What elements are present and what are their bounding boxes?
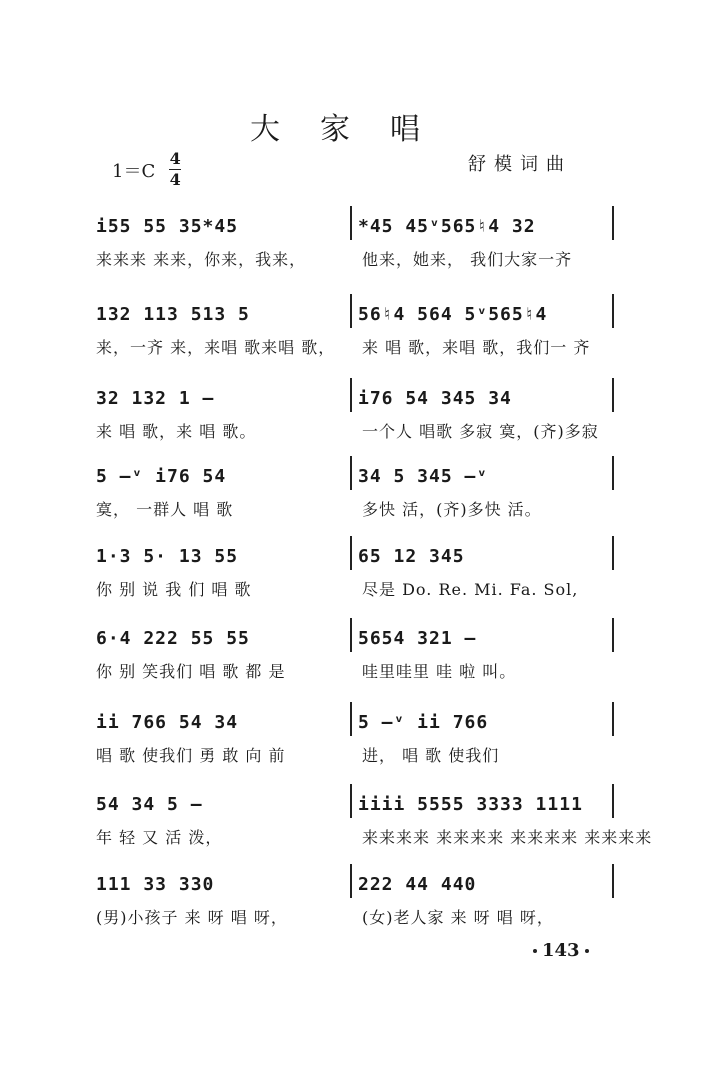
music-system: [96, 462, 616, 522]
music-system: [96, 790, 653, 850]
lyrics-row: [96, 336, 616, 360]
time-top: 4: [169, 149, 181, 168]
lyric-line: 寞， 一群人 唱 歌: [96, 500, 234, 519]
notation-row: [96, 384, 616, 414]
lyric-line: 年 轻 又 活 泼，: [96, 828, 223, 847]
barline: [612, 378, 614, 412]
lyrics-row: [96, 906, 616, 930]
notation-row: [96, 212, 616, 242]
barline: [350, 864, 352, 898]
lyric-line: 进， 唱 歌 使我们: [362, 746, 500, 765]
page-number: [528, 940, 594, 961]
barline: [612, 702, 614, 736]
notation-row: [96, 624, 616, 654]
notation-row: [96, 790, 616, 820]
measure: iiii 5555 3333 1111: [358, 794, 583, 815]
lyric-line: 哇里哇里 哇 啦 叫。: [362, 662, 517, 681]
barline: [612, 456, 614, 490]
lyric-line: 尽是 Do. Re. Mi. Fa. Sol,: [362, 580, 579, 599]
music-system: [96, 542, 616, 602]
lyrics-row: [96, 578, 616, 602]
measure: i76 54 345 34: [358, 388, 512, 409]
lyrics-row: [96, 248, 616, 272]
barline: [350, 618, 352, 652]
barline: [350, 294, 352, 328]
time-signature: [169, 150, 181, 189]
lyric-line: 一个人 唱歌 多寂 寞，(齐)多寂: [362, 422, 599, 441]
lyric-line: 唱 歌 使我们 勇 敢 向 前: [96, 746, 286, 765]
music-system: [96, 300, 616, 360]
key-signature: [112, 150, 181, 189]
lyric-line: 来 唱 歌，来 唱 歌。: [96, 422, 257, 441]
measure: 111 33 330: [96, 874, 215, 895]
notation-row: [96, 542, 616, 572]
barline: [350, 702, 352, 736]
lyric-line: (女)老人家 来 呀 唱 呀，: [362, 908, 554, 927]
notation-row: [96, 462, 616, 492]
measure: 54 34 5 —: [96, 794, 203, 815]
notation-row: [96, 300, 616, 330]
barline: [350, 456, 352, 490]
notation-row: [96, 870, 616, 900]
measure: 6·4 222 55 55: [96, 628, 250, 649]
page-number-value: 143: [542, 940, 580, 961]
music-system: [96, 708, 616, 768]
measure: 56♮4 564 5ᵛ565♮4: [358, 304, 548, 325]
measure: 5 —ᵛ ii 766: [358, 712, 489, 733]
lyrics-row: [96, 420, 616, 444]
barline: [612, 784, 614, 818]
barline: [612, 206, 614, 240]
barline: [612, 618, 614, 652]
author-credit: 舒模词曲: [468, 154, 572, 175]
barline: [612, 294, 614, 328]
time-bottom: 4: [169, 170, 181, 189]
measure: 5654 321 —: [358, 628, 477, 649]
lyrics-row: [96, 660, 616, 684]
lyric-line: 你 别 说 我 们 唱 歌: [96, 580, 252, 599]
music-system: [96, 870, 616, 930]
measure: *45 45ᵛ565♮4 32: [358, 216, 536, 237]
lyric-line: 多快 活，(齐)多快 活。: [362, 500, 542, 519]
dot-decoration: [533, 949, 537, 953]
measure: ii 766 54 34: [96, 712, 239, 733]
measure: 32 132 1 —: [96, 388, 215, 409]
measure: 5 —ᵛ i76 54: [96, 466, 227, 487]
lyrics-row: [96, 498, 616, 522]
notation-row: [96, 708, 616, 738]
barline: [350, 784, 352, 818]
barline: [350, 206, 352, 240]
dot-decoration: [585, 949, 589, 953]
measure: i55 55 35*45: [96, 216, 239, 237]
music-system: [96, 212, 616, 272]
barline: [612, 864, 614, 898]
barline: [350, 378, 352, 412]
lyric-line: 来来来来 来来来来 来来来来 来来来来: [362, 828, 653, 847]
measure: 1·3 5· 13 55: [96, 546, 239, 567]
measure: 65 12 345: [358, 546, 465, 567]
music-system: [96, 624, 616, 684]
lyric-line: 他来，她来， 我们大家一齐: [362, 250, 573, 269]
measure: 34 5 345 —ᵛ: [358, 466, 489, 487]
lyric-line: 你 别 笑我们 唱 歌 都 是: [96, 662, 286, 681]
music-system: [96, 384, 616, 444]
key-label: 1＝C: [112, 160, 156, 182]
lyric-line: (男)小孩子 来 呀 唱 呀，: [96, 908, 288, 927]
lyrics-row: [96, 826, 653, 850]
measure: 222 44 440: [358, 874, 477, 895]
lyric-line: 来 唱 歌，来唱 歌，我们一 齐: [362, 338, 591, 357]
measure: 132 113 513 5: [96, 304, 250, 325]
song-title: 大家唱: [250, 112, 460, 147]
lyric-line: 来，一齐 来，来唱 歌来唱 歌，: [96, 338, 336, 357]
lyric-line: 来来来 来来，你来，我来，: [96, 250, 307, 269]
lyrics-row: [96, 744, 616, 768]
barline: [350, 536, 352, 570]
barline: [612, 536, 614, 570]
